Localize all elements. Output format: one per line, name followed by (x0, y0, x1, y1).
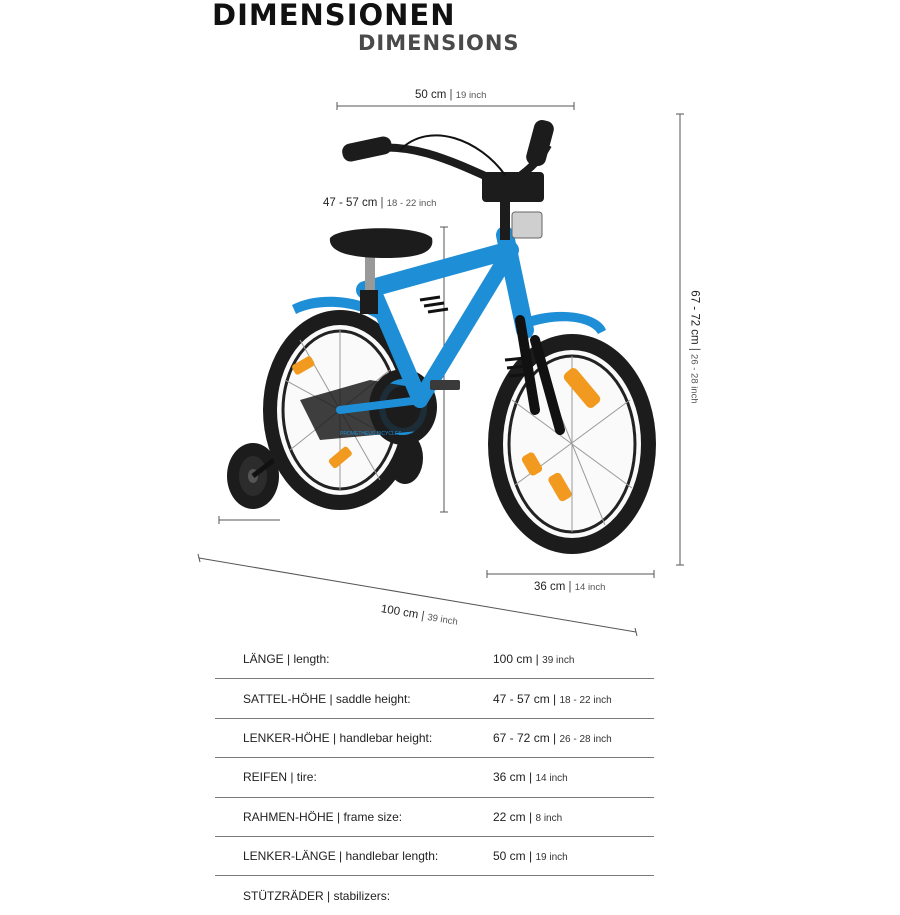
spec-value-cm: 36 cm | (493, 770, 533, 785)
spec-value-cm: 67 - 72 cm | (493, 730, 557, 745)
spec-label: LENKER-HÖHE | handlebar height: (215, 718, 493, 757)
spec-value-cm: 22 cm | (493, 809, 533, 824)
spec-value (493, 797, 654, 836)
spec-label: LÄNGE | length: (215, 640, 493, 679)
dim-separator: | (449, 89, 453, 101)
dim-handlebar-height (689, 290, 701, 403)
table-row (215, 797, 654, 836)
title-german: DIMENSIONEN (212, 0, 456, 32)
table-row (215, 758, 654, 797)
spec-label: LENKER-LÄNGE | handlebar length: (215, 836, 493, 875)
spec-value-cm: 100 cm | (493, 652, 539, 667)
spec-value-inch: 26 - 28 inch (559, 733, 612, 745)
spec-label: SATTEL-HÖHE | saddle height: (215, 679, 493, 718)
table-row (215, 679, 654, 718)
spec-value-inch: 14 inch (535, 773, 568, 785)
dim-separator: | (688, 347, 701, 351)
dim-saddle-height (323, 197, 436, 209)
spec-label: RAHMEN-HÖHE | frame size: (215, 797, 493, 836)
table-row (215, 640, 654, 679)
dim-value-cm: 67 - 72 cm (688, 290, 701, 345)
dim-tire (534, 581, 605, 593)
dim-value-cm: 36 cm (534, 581, 566, 593)
pedal (430, 380, 460, 390)
dim-separator: | (420, 609, 426, 623)
spec-value-inch: 18 - 22 inch (559, 694, 612, 706)
dim-value-inch: 26 - 28 inch (688, 354, 700, 404)
spec-label: STÜTZRÄDER | stabilizers: (243, 888, 391, 903)
table-row (215, 718, 654, 757)
spec-value-cm: 47 - 57 cm | (493, 691, 557, 706)
svg-text:PROMETHEUS BICYCLES: PROMETHEUS BICYCLES (340, 431, 402, 437)
spec-value-inch: 8 inch (535, 812, 563, 824)
dim-value-inch: 19 inch (455, 90, 487, 101)
spec-value (493, 836, 654, 875)
dim-separator: | (568, 581, 572, 593)
dim-handlebar-width (415, 89, 486, 101)
dim-value-inch: 14 inch (574, 582, 606, 593)
table-row (215, 836, 654, 875)
spec-value-inch: 19 inch (535, 852, 568, 864)
dim-value-cm: 50 cm (415, 89, 447, 101)
dim-value-cm: 100 cm (379, 603, 420, 622)
spec-value (493, 640, 654, 679)
spec-label: REIFEN | tire: (215, 758, 493, 797)
spec-value (493, 718, 654, 757)
dim-value-inch: 18 - 22 inch (386, 198, 437, 209)
spec-value-cm: 50 cm | (493, 849, 533, 864)
dim-value-inch: 39 inch (426, 611, 459, 628)
dim-value-cm: 47 - 57 cm (323, 197, 378, 209)
spec-value (493, 679, 654, 718)
handlebar (341, 118, 556, 240)
spec-value (493, 876, 654, 915)
spec-value-inch: 39 inch (542, 655, 575, 667)
table-row (215, 876, 654, 915)
dim-separator: | (380, 197, 384, 209)
spec-value (493, 758, 654, 797)
title-english: DIMENSIONS (358, 31, 520, 55)
spec-table (215, 640, 654, 915)
